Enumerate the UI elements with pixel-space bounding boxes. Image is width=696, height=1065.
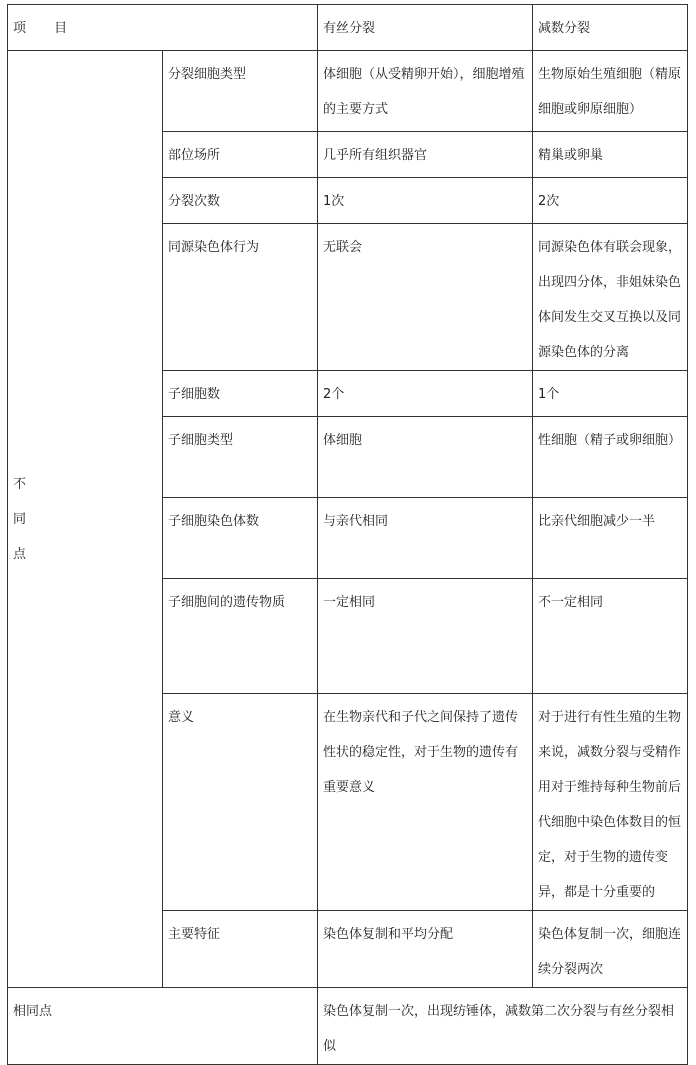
aspect-cell: 意义 [163, 694, 318, 911]
mitosis-cell: 1次 [318, 178, 533, 224]
diff-label-cell [8, 51, 163, 988]
header-row [8, 5, 688, 51]
aspect-cell: 子细胞数 [163, 371, 318, 417]
aspect-cell: 子细胞类型 [163, 417, 318, 498]
aspect-cell: 子细胞间的遗传物质 [163, 579, 318, 694]
mitosis-cell: 无联会 [318, 224, 533, 371]
aspect-cell: 同源染色体行为 [163, 224, 318, 371]
header-item: 项 目 [8, 5, 318, 51]
mitosis-cell: 在生物亲代和子代之间保持了遗传性状的稳定性，对于生物的遗传有重要意义 [318, 694, 533, 911]
meiosis-cell: 染色体复制一次，细胞连续分裂两次 [533, 911, 688, 988]
diff-label: 不同点 [13, 476, 27, 562]
aspect-cell: 主要特征 [163, 911, 318, 988]
mitosis-cell: 2个 [318, 371, 533, 417]
meiosis-cell: 精巢或卵巢 [533, 132, 688, 178]
mitosis-cell: 体细胞 [318, 417, 533, 498]
meiosis-cell: 对于进行有性生殖的生物来说，减数分裂与受精作用对于维持每种生物前后代细胞中染色体数目的恒定，对于生物的遗传变异，都是十分重要的 [533, 694, 688, 911]
mitosis-cell: 几乎所有组织器官 [318, 132, 533, 178]
meiosis-cell: 生物原始生殖细胞（精原细胞或卵原细胞） [533, 51, 688, 132]
same-row [8, 988, 688, 1065]
aspect-cell: 分裂细胞类型 [163, 51, 318, 132]
meiosis-cell: 性细胞（精子或卵细胞） [533, 417, 688, 498]
meiosis-cell: 2次 [533, 178, 688, 224]
meiosis-cell: 不一定相同 [533, 579, 688, 694]
aspect-cell: 分裂次数 [163, 178, 318, 224]
table-row [8, 51, 688, 132]
aspect-cell: 部位场所 [163, 132, 318, 178]
same-text: 染色体复制一次，出现纺锤体，减数第二次分裂与有丝分裂相似 [318, 988, 688, 1065]
mitosis-cell: 体细胞（从受精卵开始），细胞增殖的主要方式 [318, 51, 533, 132]
meiosis-cell: 同源染色体有联会现象，出现四分体，非姐妹染色体间发生交叉互换以及同源染色体的分离 [533, 224, 688, 371]
mitosis-cell: 与亲代相同 [318, 498, 533, 579]
meiosis-cell: 比亲代细胞减少一半 [533, 498, 688, 579]
mitosis-cell: 一定相同 [318, 579, 533, 694]
header-mitosis: 有丝分裂 [318, 5, 533, 51]
same-label: 相同点 [8, 988, 318, 1065]
aspect-cell: 子细胞染色体数 [163, 498, 318, 579]
meiosis-cell: 1个 [533, 371, 688, 417]
comparison-table [7, 4, 688, 1065]
mitosis-cell: 染色体复制和平均分配 [318, 911, 533, 988]
header-meiosis: 减数分裂 [533, 5, 688, 51]
